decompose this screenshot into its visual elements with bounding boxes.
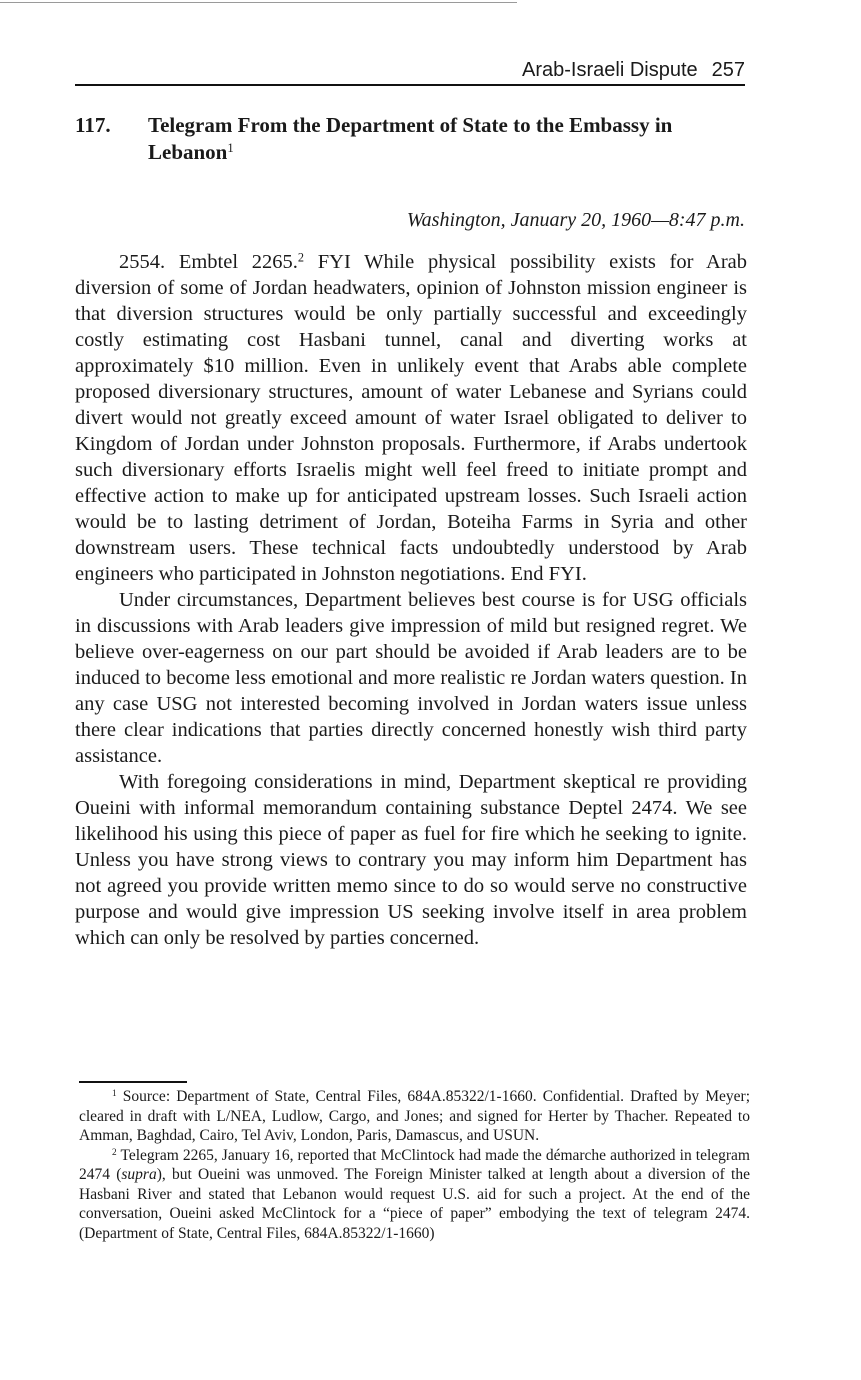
footnote-1 (79, 1087, 750, 1146)
body-paragraph-2: Under circumstances, Department believes best course is for USG officials in discussions with Arab leaders give impression of mild but resigned regret. We believe over-eagerness on our part should be avoided if Arab leaders are to be induced to become less emotional and more realistic re Jordan waters question. In any case USG not interested becoming involved in Jordan waters issue unless there clear indications that parties directly concerned honestly wish third party assistance. (75, 589, 747, 767)
paragraph-1-text: FYI While physical possibility exists for Arab diversion of some of Jordan headwaters, opinion of Johnston mission engineer is that diversion structures would be only partially successful and exceedingly costly estimating cost Hasbani tunnel, canal and diverting works at approximately $10 million. Even in unlikely event that Arabs able complete proposed diversionary structures, amount of water Lebanese and Syrians could divert would not greatly exceed amount of water Israel obligated to deliver to Kingdom of Jordan under Johnston proposals. Furthermore, if Arabs undertook such diversionary efforts Israelis might well feel freed to initiate prompt and effective action to make up for anticipated upstream losses. Such Israeli action would be to lasting detriment of Jordan, Boteiha Farms in Syria and other downstream users. These technical facts undoubtedly understood by Arab engineers who participated in Johnston negotiations. End FYI. (75, 251, 747, 585)
body-paragraph-1 (75, 249, 747, 587)
document-title-block (148, 112, 745, 166)
body-paragraph-3: With foregoing considerations in mind, Department skeptical re providing Oueini with informal memorandum containing substance Deptel 2474. We see likelihood his using this piece of paper as fuel for fire which he seeking to ignite. Unless you have strong views to contrary you may inform him Department has not agreed you provide written memo since to do so would serve no constructive purpose and would give impression US seeking involve itself in area problem which can only be resolved by parties concerned. (75, 771, 747, 949)
top-edge-rule (0, 2, 517, 3)
footnote-rule (79, 1081, 187, 1083)
paragraph-1-opening: 2554. Embtel 2265. (119, 251, 298, 273)
title-footnote-marker: 1 (227, 141, 234, 156)
footnote-2-italic: supra (121, 1166, 157, 1183)
body-footnote-marker: 2 (297, 250, 305, 265)
running-head (75, 58, 745, 86)
footnote-1-marker: 1 (112, 1088, 117, 1099)
dateline: Washington, January 20, 1960—8:47 p.m. (406, 209, 745, 231)
footnote-2-text-b: ), but Oueini was unmoved. The Foreign Minister talked at length about a diversion of the Hasbani River and stated that Lebanon would request U.S. aid for such a project. At the end of the conversation, Oueini asked McClintock for a “piece of paper” embodying the text of telegram 2474. (Department of State, Central Files, 684A.85322/1-1660) (79, 1166, 750, 1242)
footnote-1-text: Source: Department of State, Central Files, 684A.85322/1-1660. Confidential. Drafted by Meyer; cleared in draft with L/NEA, Ludlow, Cargo, and Jones; and signed for Herter by Thacher. Repeated to Amman, Baghdad, Cairo, Tel Aviv, London, Paris, Damascus, and USUN. (79, 1088, 750, 1144)
footnotes (79, 1087, 750, 1243)
document-title: Telegram From the Department of State to the Embassy in Lebanon (148, 113, 673, 164)
running-head-title: Arab-Israeli Dispute (522, 59, 698, 81)
footnote-2 (79, 1146, 750, 1244)
page-number: 257 (711, 59, 745, 81)
footnote-2-text-a: Telegram 2265, January 16, reported that McClintock had made the démarche authorized in telegram 2474 ( (79, 1146, 750, 1183)
footnote-2-marker: 2 (112, 1147, 117, 1158)
telegram-body (75, 249, 747, 951)
document-number: 117. (75, 113, 111, 137)
